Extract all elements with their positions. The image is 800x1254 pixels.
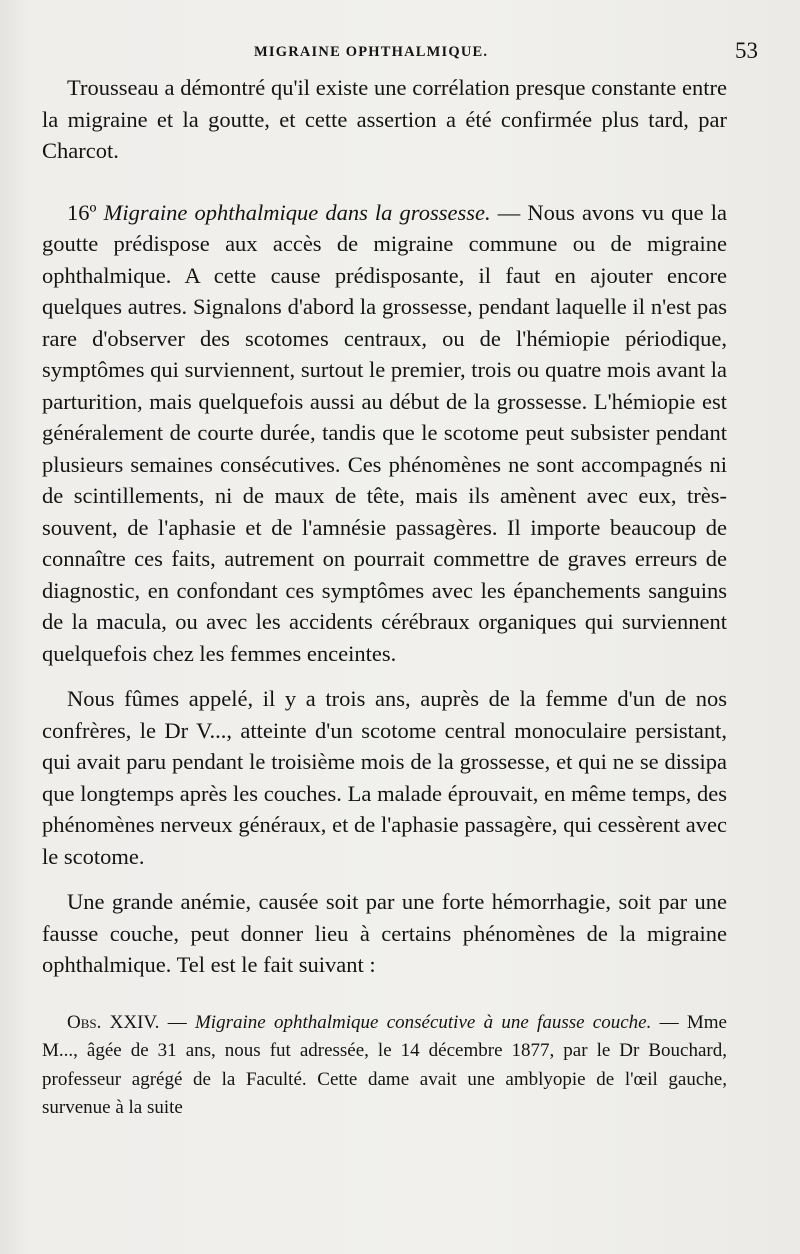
paragraph-text: Trousseau a démontré qu'il existe une corrélation presque constante entre la migraine et la goutte, et cette assertion a été confirmée plus tard, par Charcot. — [42, 75, 727, 163]
observation-paragraph — [42, 1009, 727, 1123]
paragraph-text: Nous fûmes appelé, il y a trois ans, auprès de la femme d'un de nos confrères, le Dr V..., atteinte d'un scotome central monoculaire persistant, qui avait paru pendant le troisième mois de la grossesse, et qui ne se dissipa que longtemps après les couches. La malade éprouvait, en même temps, des phénomènes nerveux généraux, et de l'aphasie passagère, qui cessèrent avec le scotome. — [42, 686, 727, 869]
section-number: 16º — [67, 199, 97, 225]
running-title: MIGRAINE OPHTHALMIQUE. — [254, 44, 489, 60]
paragraph-case — [42, 683, 727, 872]
paragraph-anemie — [42, 886, 727, 981]
section-heading: Migraine ophthalmique dans la grossesse. — [103, 199, 491, 225]
page-number: 53 — [735, 38, 758, 63]
observation-label: Obs. XXIV. — [67, 1011, 160, 1033]
paragraph-text: Une grande anémie, causée soit par une forte hémorrhagie, soit par une fausse couche, peut donner lieu à certains phénomènes de la migraine ophthalmique. Tel est le fait suivant : — [42, 889, 727, 977]
paragraph-text: — Nous avons vu que la goutte prédispose aux accès de migraine commune ou de migraine ophthalmique. A cette cause prédisposante, il faut en ajouter encore quelques autres. Signalons d'abord la grossesse, pendant laquelle il n'est pas rare d'observer des scotomes centraux, ou de l'hémiopie périodique, symptômes qui surviennent, surtout le premier, trois ou quatre mois avant la parturition, mais quelquefois aussi au début de la grossesse. L'hémiopie est généralement de courte durée, tandis que le scotome peut subsister pendant plusieurs semaines consécutives. Ces phénomènes ne sont accompagnés ni de scintillements, ni de maux de tête, mais ils amènent avec eux, très-souvent, de l'aphasie et de l'amnésie passagères. Il importe beaucoup de connaître ces faits, autrement on pourrait commettre de graves erreurs de diagnostic, en confondant ces symptômes avec les épanchements sanguins de la macula, ou avec les accidents cérébraux organiques qui surviennent quelquefois chez les femmes enceintes. — [42, 199, 727, 666]
paragraph-grossesse — [42, 197, 727, 670]
observation-dash: — — [159, 1011, 195, 1033]
paragraph-goutte — [42, 72, 727, 167]
observation-text: — Mme M..., âgée de 31 ans, nous fut adressée, le 14 décembre 1877, par le Dr Bouchard, professeur agrégé de la Faculté. Cette dame avait une amblyopie de l'œil gauche, survenue à la suite — [42, 1011, 727, 1118]
observation-heading: Migraine ophthalmique consécutive à une fausse couche. — [194, 1011, 652, 1033]
body-text — [42, 72, 727, 1123]
page-header — [42, 40, 758, 70]
